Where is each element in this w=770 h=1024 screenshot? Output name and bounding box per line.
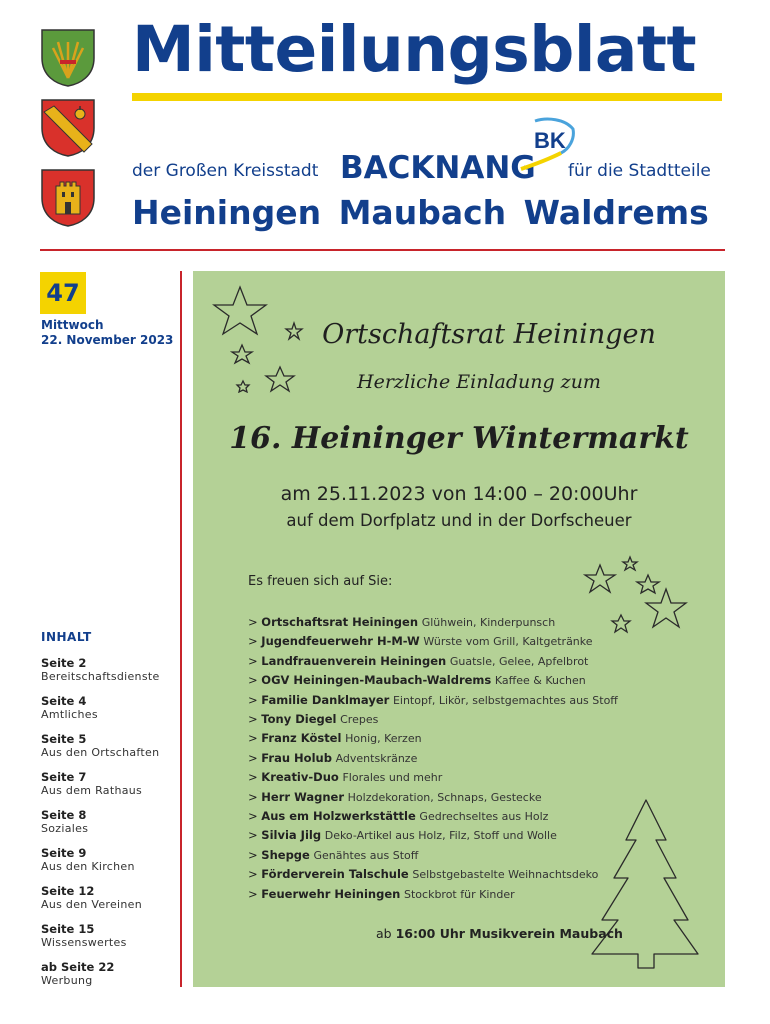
- vendor-offer: Crepes: [340, 713, 379, 727]
- column-divider: [180, 271, 182, 987]
- bullet-arrow-icon: >: [248, 634, 262, 649]
- city-name: BACKNANG: [340, 150, 536, 186]
- district-names: Heiningen Maubach Waldrems: [132, 193, 709, 232]
- toc-page: Seite 12: [41, 884, 95, 898]
- vendor-row: [248, 768, 608, 787]
- wintermarkt-poster: [193, 271, 725, 987]
- toc-item: [41, 960, 176, 988]
- vendor-row: [248, 846, 608, 865]
- issue-date: [41, 318, 173, 348]
- castle-tower-crest-icon: [40, 168, 96, 228]
- bk-logo-text: BK: [534, 128, 566, 153]
- vendor-name: Jugendfeuerwehr H-M-W: [261, 634, 420, 649]
- vendor-name: Ortschaftsrat Heiningen: [261, 615, 419, 629]
- vendor-row: [248, 885, 608, 904]
- vendor-offer: Florales und mehr: [342, 771, 443, 785]
- vendor-intro: Es freuen sich auf Sie:: [248, 574, 393, 589]
- bullet-arrow-icon: >: [248, 615, 262, 629]
- vendor-name: Shepge: [261, 847, 310, 862]
- subtitle-right: für die Stadtteile: [568, 161, 711, 181]
- toc-item: [41, 732, 176, 760]
- bullet-arrow-icon: >: [248, 867, 262, 882]
- toc-section: Aus dem Rathaus: [41, 784, 143, 797]
- vendor-row: [248, 729, 608, 748]
- vendor-offer: Adventskränze: [335, 751, 418, 765]
- toc-page: ab Seite 22: [41, 960, 115, 974]
- toc-item: [41, 922, 176, 950]
- poster-title: Ortschaftsrat Heiningen: [322, 319, 656, 350]
- issue-full-date: 22. November 2023: [41, 333, 174, 347]
- vendor-name: Kreativ-Duo: [261, 770, 339, 785]
- vendor-row: [248, 807, 608, 826]
- bullet-arrow-icon: >: [248, 828, 262, 843]
- vendor-offer: Genähtes aus Stoff: [313, 848, 419, 862]
- vendor-name: Förderverein Talschule: [261, 867, 409, 882]
- toc-item: [41, 694, 176, 722]
- vendor-row: [248, 788, 608, 807]
- poster-subtitle: Herzliche Einladung zum: [357, 371, 601, 393]
- toc-page: Seite 9: [41, 846, 87, 860]
- diagonal-bar-crest-icon: [40, 98, 96, 158]
- event-name: 16. Heininger Wintermarkt: [229, 421, 689, 456]
- table-of-contents: [41, 630, 176, 998]
- toc-page: Seite 5: [41, 732, 87, 746]
- vendor-name: Silvia Jilg: [261, 828, 322, 843]
- bullet-arrow-icon: >: [248, 770, 262, 785]
- toc-page: Seite 4: [41, 694, 87, 708]
- vendor-name: Familie Danklmayer: [261, 692, 390, 707]
- toc-page: Seite 8: [41, 808, 87, 822]
- vendor-offer: Stockbrot für Kinder: [404, 887, 515, 901]
- toc-heading: INHALT: [41, 630, 92, 644]
- vendor-offer: Eintopf, Likör, selbstgemachtes aus Stoff: [392, 693, 618, 707]
- toc-page: Seite 7: [41, 770, 87, 784]
- vendor-offer: Gedrechseltes aus Holz: [419, 810, 549, 824]
- masthead-title: Mitteilungsblatt: [132, 13, 697, 86]
- bullet-arrow-icon: >: [248, 692, 262, 707]
- toc-item: [41, 884, 176, 912]
- issue-number: 47: [40, 272, 86, 314]
- vendor-row: [248, 691, 618, 710]
- vendor-offer: Guatsle, Gelee, Apfelbrot: [449, 654, 589, 668]
- toc-section: Soziales: [41, 822, 89, 835]
- bullet-arrow-icon: >: [248, 847, 262, 862]
- toc-section: Aus den Kirchen: [41, 860, 135, 873]
- bullet-arrow-icon: >: [248, 886, 262, 901]
- vendor-offer: Selbstgebastelte Weihnachtsdeko: [412, 868, 599, 882]
- vendor-offer: Würste vom Grill, Kaltgetränke: [423, 635, 593, 649]
- vendor-name: Herr Wagner: [261, 789, 344, 804]
- subtitle-left: der Großen Kreisstadt: [132, 161, 319, 181]
- bullet-arrow-icon: >: [248, 809, 262, 824]
- vendor-name: Landfrauenverein Heiningen: [261, 653, 447, 668]
- vendor-name: Feuerwehr Heiningen: [261, 886, 401, 901]
- vendor-row: [248, 710, 608, 729]
- vendor-name: Aus em Holzwerkstättle: [261, 809, 416, 824]
- vendor-offer: Deko-Artikel aus Holz, Filz, Stoff und Wolle: [324, 829, 557, 843]
- vendor-row: [248, 613, 608, 632]
- vendor-list: [248, 613, 618, 904]
- toc-page: Seite 2: [41, 656, 87, 670]
- bullet-arrow-icon: >: [248, 712, 262, 727]
- vendor-offer: Honig, Kerzen: [345, 732, 422, 746]
- bullet-arrow-icon: >: [248, 731, 262, 746]
- toc-item: [41, 808, 176, 836]
- header-divider: [40, 249, 725, 251]
- vendor-offer: Kaffee & Kuchen: [494, 674, 586, 688]
- issue-weekday: Mittwoch: [41, 318, 104, 332]
- vendor-offer: Glühwein, Kinderpunsch: [421, 616, 556, 629]
- vendor-name: OGV Heiningen-Maubach-Waldrems: [261, 673, 492, 688]
- event-time: am 25.11.2023 von 14:00 – 20:00Uhr: [280, 483, 638, 505]
- music-note: [376, 926, 623, 941]
- toc-item: [41, 846, 176, 874]
- vendor-row: [248, 671, 608, 690]
- toc-section: Amtliches: [41, 708, 98, 721]
- bullet-arrow-icon: >: [248, 750, 262, 765]
- toc-item: [41, 770, 176, 798]
- event-location: auf dem Dorfplatz und in der Dorfscheuer: [286, 511, 632, 530]
- vendor-offer: Holzdekoration, Schnaps, Gestecke: [347, 790, 542, 804]
- toc-section: Aus den Vereinen: [41, 898, 142, 911]
- masthead-underline: [132, 93, 722, 101]
- vendor-row: [248, 652, 608, 671]
- vendor-name: Franz Köstel: [261, 731, 342, 746]
- music-note-prefix: ab: [376, 926, 392, 941]
- toc-section: Bereitschaftsdienste: [41, 670, 160, 683]
- toc-item: [41, 656, 176, 684]
- toc-section: Aus den Ortschaften: [41, 746, 160, 759]
- bullet-arrow-icon: >: [248, 789, 262, 804]
- vendor-name: Frau Holub: [261, 750, 332, 765]
- music-note-text: 16:00 Uhr Musikverein Maubach: [395, 926, 623, 941]
- vendor-row: [248, 826, 608, 845]
- toc-section: Werbung: [41, 974, 93, 987]
- vendor-row: [248, 749, 608, 768]
- vendor-row: [248, 632, 608, 651]
- bullet-arrow-icon: >: [248, 653, 262, 668]
- vendor-name: Tony Diegel: [261, 712, 337, 727]
- toc-section: Wissenswertes: [41, 936, 127, 949]
- toc-page: Seite 15: [41, 922, 95, 936]
- wheat-sheaf-crest-icon: [40, 28, 96, 88]
- vendor-row: [248, 865, 608, 884]
- bullet-arrow-icon: >: [248, 673, 262, 688]
